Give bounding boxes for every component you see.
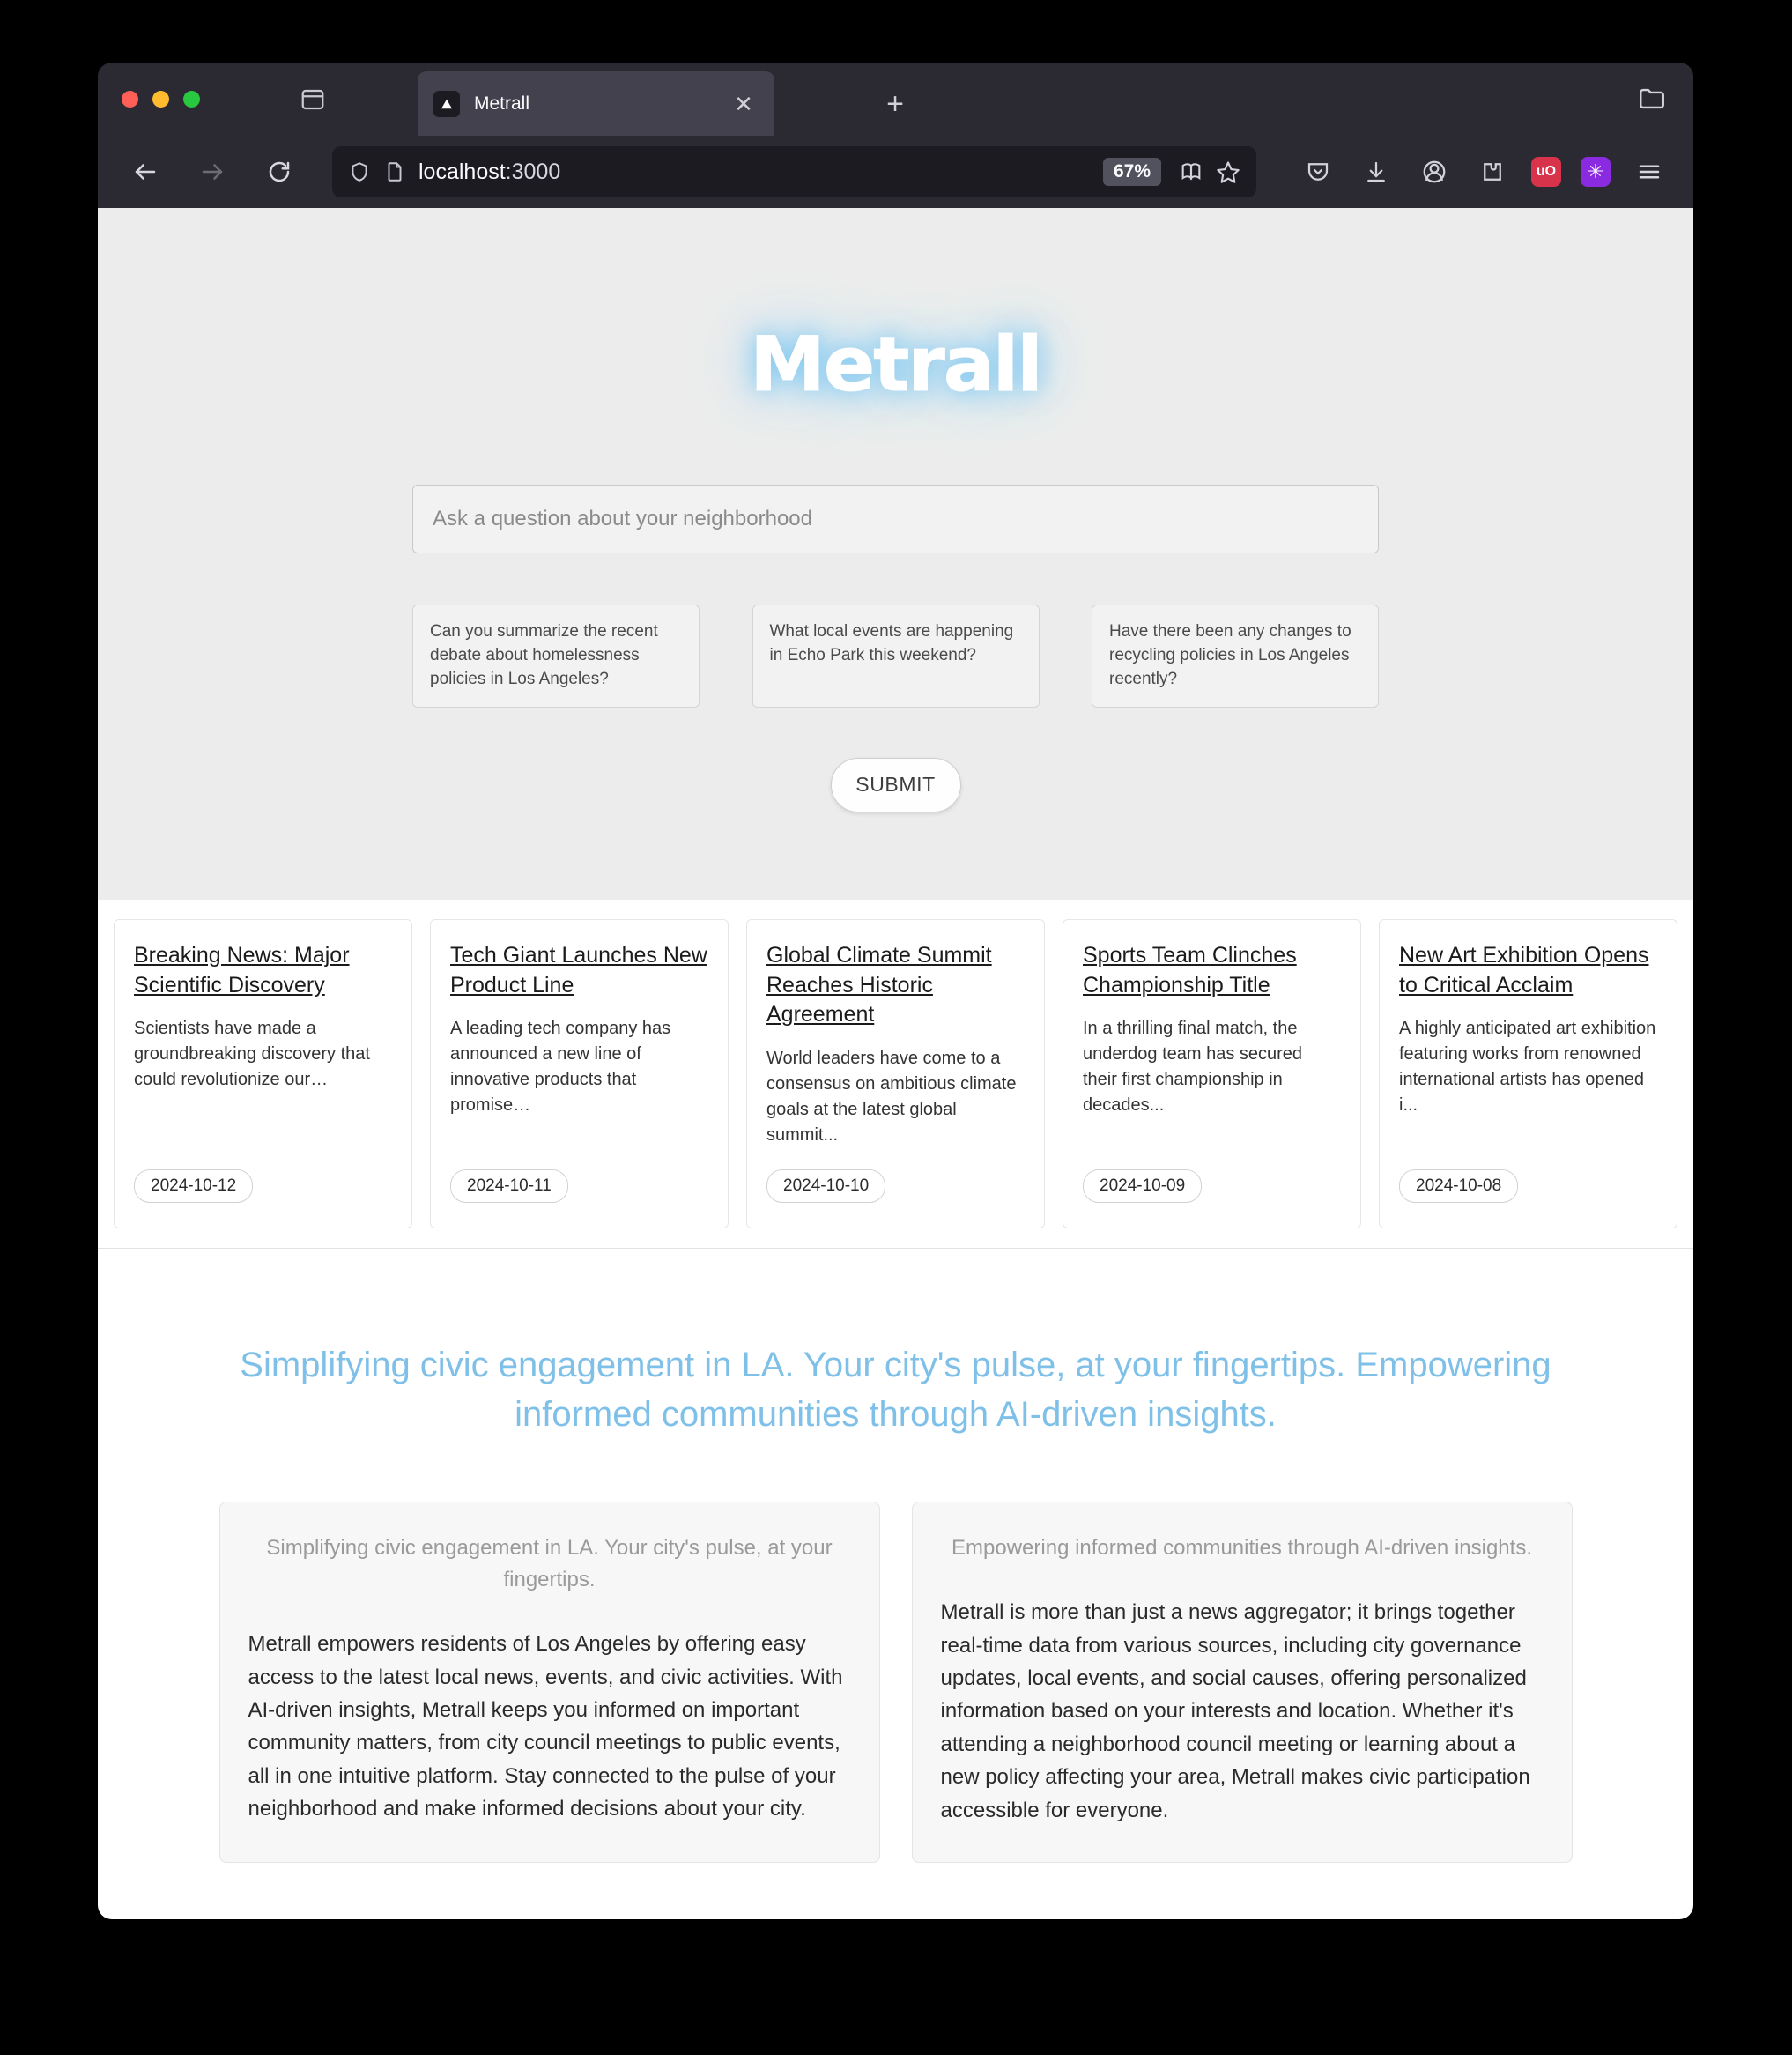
new-tab-button[interactable]: + <box>886 87 904 121</box>
triangle-favicon <box>433 91 460 117</box>
reload-icon[interactable] <box>256 149 302 195</box>
url-text[interactable] <box>418 160 1091 185</box>
url-host: localhost <box>418 159 506 184</box>
site-logo: Metrall <box>750 321 1041 409</box>
hero-section <box>98 208 1693 900</box>
tab-title: Metrall <box>474 93 530 114</box>
news-title-link[interactable]: Global Climate Summit Reaches Historic Agreement <box>766 943 992 1027</box>
news-date-badge: 2024-10-09 <box>1083 1169 1202 1203</box>
navigation-toolbar <box>98 136 1693 208</box>
close-icon[interactable]: ✕ <box>734 90 753 117</box>
folder-icon[interactable] <box>1637 84 1667 118</box>
news-title-link[interactable]: Breaking News: Major Scientific Discovery <box>134 943 350 998</box>
news-description: In a thrilling final match, the underdog team has secured their first championship in decades... <box>1083 1019 1303 1115</box>
news-card[interactable] <box>114 919 412 1228</box>
page-doc-icon <box>383 160 406 183</box>
reader-mode-icon[interactable] <box>1179 160 1203 184</box>
news-title-link[interactable]: Sports Team Clinches Championship Title <box>1083 943 1297 998</box>
zoom-level-badge[interactable]: 67% <box>1103 158 1161 186</box>
panel-heading: Simplifying civic engagement in LA. Your city's pulse, at your fingertips. <box>266 1536 833 1592</box>
maximize-window-button[interactable] <box>183 91 200 108</box>
about-panel-right <box>912 1502 1573 1863</box>
search-input[interactable] <box>412 485 1379 553</box>
news-title-link[interactable]: New Art Exhibition Opens to Critical Acclaim <box>1399 943 1649 998</box>
news-description: A leading tech company has announced a new line of innovative products that promise… <box>450 1019 671 1115</box>
submit-button[interactable]: SUBMIT <box>831 758 961 812</box>
menu-hamburger-icon[interactable] <box>1630 152 1669 191</box>
suggestion-card-3[interactable]: Have there been any changes to recycling policies in Los Angeles recently? <box>1092 605 1379 708</box>
url-port: :3000 <box>505 159 561 184</box>
downloads-icon[interactable] <box>1357 152 1396 191</box>
suggestion-list <box>412 605 1379 708</box>
suggestion-card-1[interactable]: Can you summarize the recent debate about homelessness policies in Los Angeles? <box>412 605 700 708</box>
pocket-icon[interactable] <box>1299 152 1337 191</box>
sidebar-panel-icon[interactable] <box>288 75 337 124</box>
news-date-badge: 2024-10-11 <box>450 1169 568 1203</box>
ublock-extension-icon[interactable]: uO <box>1531 157 1561 187</box>
account-icon[interactable] <box>1415 152 1454 191</box>
news-card[interactable] <box>1379 919 1677 1228</box>
forward-arrow-icon[interactable] <box>189 149 235 195</box>
news-description: A highly anticipated art exhibition featuring works from renowned international artists has opened i... <box>1399 1019 1656 1115</box>
panel-body: Metrall is more than just a news aggregator; it brings together real-time data from various sources, including city governance updates, local events, and social causes, offering personalized information based on your interests and location. Whether it's attending a neighborhood council meeting or learning about a new policy affecting your area, Metrall makes civic participation accessible for everyone. <box>940 1600 1530 1822</box>
url-bar[interactable] <box>332 146 1256 197</box>
about-panel-left <box>219 1502 880 1863</box>
browser-window <box>98 63 1693 1919</box>
bitwarden-extension-icon[interactable]: ✳ <box>1581 157 1611 187</box>
news-date-badge: 2024-10-12 <box>134 1169 253 1203</box>
news-card-row <box>98 900 1693 1249</box>
minimize-window-button[interactable] <box>152 91 169 108</box>
news-date-badge: 2024-10-10 <box>766 1169 885 1203</box>
star-icon[interactable] <box>1216 160 1240 184</box>
news-title-link[interactable]: Tech Giant Launches New Product Line <box>450 943 707 998</box>
about-panels <box>219 1502 1573 1863</box>
news-card[interactable] <box>1063 919 1361 1228</box>
close-window-button[interactable] <box>122 91 138 108</box>
news-description: Scientists have made a groundbreaking discovery that could revolutionize our… <box>134 1019 370 1089</box>
suggestion-card-2[interactable]: What local events are happening in Echo Park this weekend? <box>752 605 1040 708</box>
page-viewport <box>98 208 1693 1919</box>
tagline: Simplifying civic engagement in LA. Your city's pulse, at your fingertips. Empowering informed communities through AI-driven insights. <box>240 1345 1551 1435</box>
extensions-icon[interactable] <box>1473 152 1512 191</box>
tabstrip-right-controls <box>1637 84 1667 118</box>
tab-strip <box>98 63 1693 136</box>
news-card[interactable] <box>430 919 729 1228</box>
browser-toolbar-icons <box>1286 152 1669 191</box>
back-arrow-icon[interactable] <box>122 149 168 195</box>
window-controls <box>98 91 230 108</box>
panel-body: Metrall empowers residents of Los Angeles by offering easy access to the latest local news, events, and civic activities. With AI-driven insights, Metrall keeps you informed on important community matters, from city council meetings to public events, all in one intuitive platform. Stay connected to the pulse of your neighborhood and make informed decisions about your city. <box>248 1632 843 1821</box>
news-description: World leaders have come to a consensus on ambitious climate goals at the latest global summit... <box>766 1048 1017 1145</box>
news-card[interactable] <box>746 919 1045 1228</box>
panel-heading: Empowering informed communities through AI-driven insights. <box>952 1536 1532 1561</box>
news-date-badge: 2024-10-08 <box>1399 1169 1518 1203</box>
browser-tab[interactable] <box>418 71 774 136</box>
shield-icon[interactable] <box>348 160 371 183</box>
